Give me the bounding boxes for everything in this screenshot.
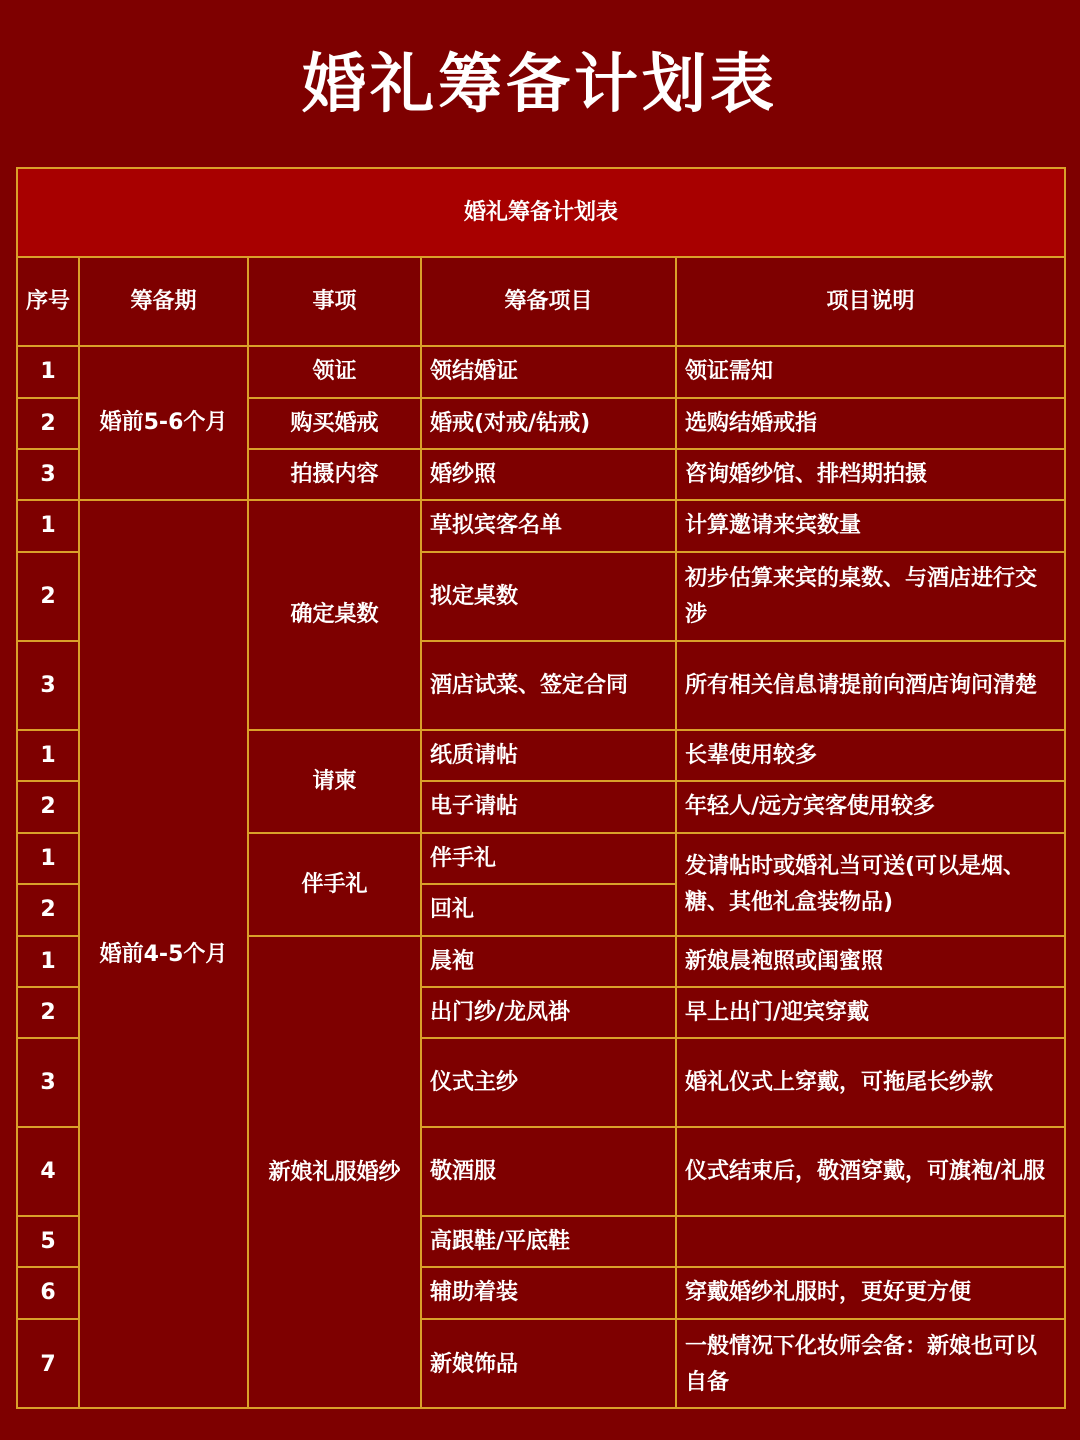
item-cell: 婚戒(对戒/钻戒) [422, 399, 677, 450]
wedding-plan-table [16, 167, 1066, 1409]
matter-cell: 拍摄内容 [249, 450, 422, 501]
matter-cell: 领证 [249, 347, 422, 399]
row-number: 1 [18, 937, 80, 988]
desc-cell: 计算邀请来宾数量 [677, 501, 1064, 553]
item-cell: 电子请帖 [422, 782, 677, 834]
matter-cell: 请柬 [249, 731, 422, 834]
row-number: 1 [18, 731, 80, 782]
desc-cell: 穿戴婚纱礼服时，更好更方便 [677, 1268, 1064, 1320]
item-cell: 出门纱/龙凤褂 [422, 988, 677, 1039]
item-cell: 酒店试菜、签定合同 [422, 642, 677, 731]
desc-cell: 婚礼仪式上穿戴，可拖尾长纱款 [677, 1039, 1064, 1128]
item-cell: 敬酒服 [422, 1128, 677, 1217]
header-desc: 项目说明 [677, 258, 1064, 347]
period-cell: 婚前4-5个月 [80, 501, 249, 1409]
item-cell: 伴手礼 [422, 834, 677, 885]
table-caption: 婚礼筹备计划表 [18, 169, 1064, 258]
desc-cell: 早上出门/迎宾穿戴 [677, 988, 1064, 1039]
desc-cell: 初步估算来宾的桌数、与酒店进行交涉 [677, 553, 1064, 642]
item-cell: 婚纱照 [422, 450, 677, 501]
item-cell: 纸质请帖 [422, 731, 677, 782]
row-number: 2 [18, 885, 80, 937]
header-no: 序号 [18, 258, 80, 347]
row-number: 2 [18, 399, 80, 450]
item-cell: 拟定桌数 [422, 553, 677, 642]
item-cell: 新娘饰品 [422, 1320, 677, 1409]
desc-cell: 仪式结束后，敬酒穿戴，可旗袍/礼服 [677, 1128, 1064, 1217]
item-cell: 高跟鞋/平底鞋 [422, 1217, 677, 1268]
row-number: 5 [18, 1217, 80, 1268]
row-number: 3 [18, 450, 80, 501]
desc-cell: 选购结婚戒指 [677, 399, 1064, 450]
header-item: 筹备项目 [422, 258, 677, 347]
row-number: 4 [18, 1128, 80, 1217]
row-number: 3 [18, 642, 80, 731]
row-number: 2 [18, 988, 80, 1039]
item-cell: 领结婚证 [422, 347, 677, 399]
desc-cell [677, 1217, 1064, 1268]
desc-cell: 新娘晨袍照或闺蜜照 [677, 937, 1064, 988]
row-number: 2 [18, 782, 80, 834]
period-cell: 婚前5-6个月 [80, 347, 249, 501]
row-number: 7 [18, 1320, 80, 1409]
item-cell: 晨袍 [422, 937, 677, 988]
desc-cell: 长辈使用较多 [677, 731, 1064, 782]
matter-cell: 确定桌数 [249, 501, 422, 731]
desc-cell: 领证需知 [677, 347, 1064, 399]
desc-cell: 所有相关信息请提前向酒店询问清楚 [677, 642, 1064, 731]
page-title: 婚礼筹备计划表 [302, 48, 778, 122]
desc-cell: 咨询婚纱馆、排档期拍摄 [677, 450, 1064, 501]
item-cell: 草拟宾客名单 [422, 501, 677, 553]
row-number: 1 [18, 347, 80, 399]
item-cell: 辅助着装 [422, 1268, 677, 1320]
matter-cell: 伴手礼 [249, 834, 422, 937]
desc-cell: 一般情况下化妆师会备：新娘也可以自备 [685, 1333, 1038, 1395]
matter-cell: 新娘礼服婚纱 [249, 937, 422, 1409]
desc-cell: 年轻人/远方宾客使用较多 [677, 782, 1064, 834]
row-number: 3 [18, 1039, 80, 1128]
row-number: 6 [18, 1268, 80, 1320]
row-number: 1 [18, 834, 80, 885]
item-cell: 仪式主纱 [422, 1039, 677, 1128]
row-number: 1 [18, 501, 80, 553]
matter-cell: 购买婚戒 [249, 399, 422, 450]
desc-cell: 发请帖时或婚礼当可送(可以是烟、糖、其他礼盒装物品) [677, 834, 1064, 937]
row-number: 2 [18, 553, 80, 642]
item-cell: 回礼 [422, 885, 677, 937]
header-matter: 事项 [249, 258, 422, 347]
header-period: 筹备期 [80, 258, 249, 347]
